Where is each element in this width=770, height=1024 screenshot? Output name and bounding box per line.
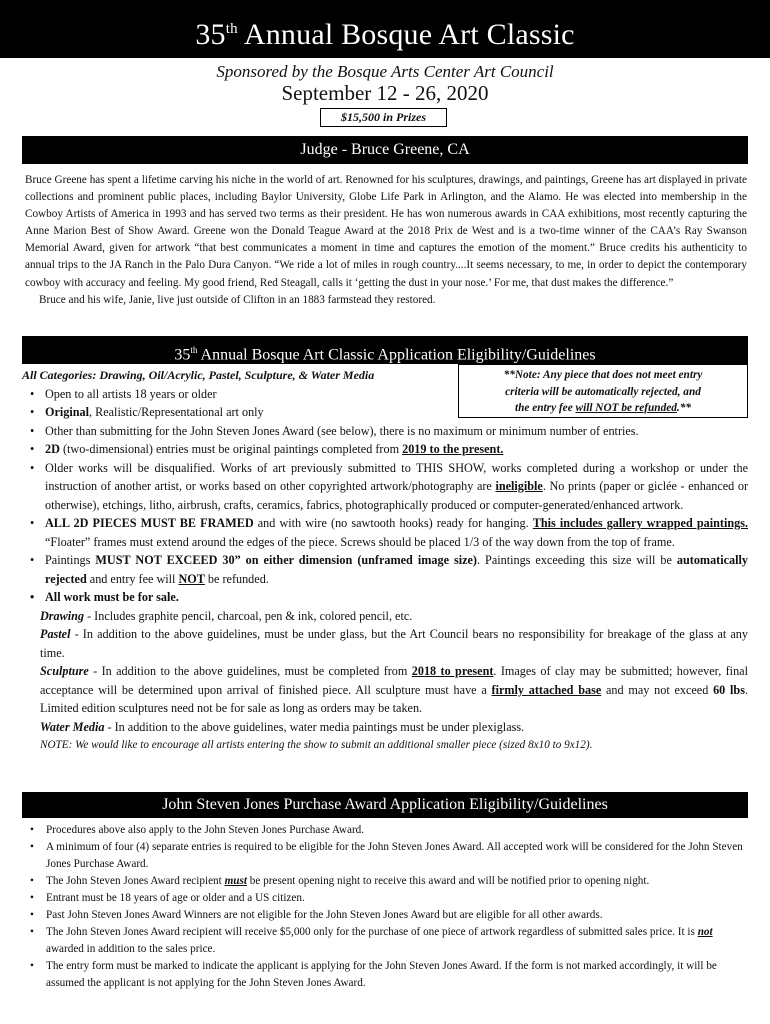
- b7-c: and entry fee will: [86, 571, 179, 586]
- b6-underline: This includes gallery wrapped paintings.: [532, 516, 748, 530]
- sculpture-bold: 60 lbs: [713, 682, 745, 697]
- b7-bold-2: automatically rejected: [45, 553, 748, 586]
- b6-rest: “Floater” frames must extend around the edges of the piece. Screws should be placed 1/3 of the way down from the top of frame.: [45, 534, 675, 549]
- list-item: • Entrant must be 18 years of age or older and a US citizen.: [22, 890, 748, 907]
- b2-rest: , Realistic/Representational art only: [89, 405, 264, 419]
- drawing-text: - Includes graphite pencil, charcoal, pen & ink, colored pencil, etc.: [84, 608, 413, 623]
- water-media-label: Water Media: [40, 719, 105, 734]
- j3-a: The John Steven Jones Award recipient: [46, 875, 225, 887]
- sculpture-a: - In addition to the above guidelines, must be completed from: [88, 664, 412, 678]
- list-item: [22, 403, 459, 422]
- list-item: [22, 514, 748, 551]
- b7-b: . Paintings exceeding this size will be: [477, 553, 677, 567]
- title-text: Annual Bosque Art Classic: [237, 18, 575, 51]
- list-item: [22, 440, 748, 459]
- list-item: • Open to all artists 18 years or older: [22, 385, 459, 404]
- b7-d: be refunded.: [204, 571, 269, 586]
- jsj-guidelines: [22, 822, 748, 992]
- list-item: [22, 873, 748, 890]
- list-item: • The entry form must be marked to indicate the applicant is applying for the John Steven Jones Award. If the form is not marked accordingly, it will be assumed the applicant is not applying for the John Steven Jones Award.: [22, 958, 748, 992]
- list-item: [22, 924, 748, 958]
- sculpture-d: . Limited edition sculptures need not be for sale as long as orders may be taken.: [40, 682, 748, 715]
- list-item: • Other than submitting for the John Steven Jones Award (see below), there is no maximum or minimum number of entries.: [22, 422, 748, 441]
- title-ordinal: 35: [195, 18, 226, 51]
- judge-bio: [25, 172, 747, 309]
- b7-underline: NOT: [178, 571, 205, 586]
- judge-bio-paragraph-2: Bruce and his wife, Janie, live just outside of Clifton in an 1883 farmstead they restored.: [39, 293, 436, 306]
- list-item: • All work must be for sale.: [22, 588, 748, 607]
- b5-underline: ineligible: [495, 479, 543, 493]
- list-item: • A minimum of four (4) separate entries is required to be eligible for the John Steven Jones Award. All accepted work will be considered for the John Steven Jones Purchase Award.: [22, 839, 748, 873]
- event-dates: September 12 - 26, 2020: [281, 81, 489, 105]
- title-superscript: th: [225, 21, 238, 37]
- b4-underline: 2019 to the present.: [402, 442, 504, 456]
- list-item: • Procedures above also apply to the John Steven Jones Purchase Award.: [22, 822, 748, 839]
- b2-bold: Original: [45, 405, 90, 419]
- b4-bold: 2D: [45, 442, 60, 456]
- b6-mid: and with wire (no sawtooth hooks) ready for hanging.: [253, 516, 533, 530]
- b6-bold: ALL 2D PIECES MUST BE FRAMED: [45, 516, 254, 530]
- pastel-text: - In addition to the above guidelines, must be under glass, but the Art Council bears no responsibility for breakage of the glass at any time.: [40, 627, 748, 660]
- eligibility-heading: [22, 336, 748, 364]
- note-line-2: criteria will be automatically rejected, and: [505, 385, 701, 398]
- eligibility-list: [22, 385, 748, 607]
- b7-a: Paintings: [45, 553, 96, 567]
- sponsor-line: Sponsored by the Bosque Arts Center Art Council: [216, 62, 554, 81]
- eligibility-guidelines: [22, 366, 748, 755]
- drawing-guideline: [22, 607, 748, 626]
- b5-b: . No prints (paper or giclée - enhanced or otherwise), etchings, litho, airbrush, crafts, ceramics, fabrics, photographically produced or computer-generated/enhanced artwork.: [45, 479, 748, 512]
- title-band: [0, 0, 770, 58]
- j3-b: be present opening night to receive this award and will be notified prior to opening night.: [246, 875, 650, 887]
- eligibility-heading-text: Annual Bosque Art Classic Application Eligibility/Guidelines: [197, 346, 596, 364]
- j6-a: The John Steven Jones Award recipient will receive $5,000 only for the purchase of one piece of artwork regardless of submitted sales price. It is: [46, 926, 698, 938]
- drawing-label: Drawing: [40, 608, 85, 623]
- sculpture-label: Sculpture: [40, 664, 89, 678]
- j3-underline: must: [224, 875, 247, 887]
- sculpture-guideline: [22, 662, 748, 718]
- b5-a: Older works will be disqualified. Works of art previously submitted to THIS SHOW, works completed during a workshop or under the instruction of another artist, or works based on other copyrighted artwork/photography are: [45, 460, 748, 493]
- list-item: [22, 551, 748, 588]
- note-line-3b: will NOT be refunded: [575, 402, 677, 414]
- categories-heading: All Categories: Drawing, Oil/Acrylic, Pastel, Sculpture, & Water Media: [22, 368, 375, 382]
- note-line-3a: the entry fee: [514, 402, 576, 414]
- water-media-guideline: [22, 718, 748, 737]
- b7-bold: MUST NOT EXCEED 30” on either dimension (unframed image size): [95, 553, 477, 567]
- eligibility-heading-ordinal: 35: [174, 346, 191, 364]
- prizes-box: $15,500 in Prizes: [320, 108, 447, 127]
- list-item: [22, 459, 748, 515]
- sculpture-c: and may not exceed: [601, 682, 714, 697]
- sculpture-b: . Images of clay may be submitted; however, final acceptance will be determined upon arrival of finished piece. All sculpture must have a: [40, 664, 748, 697]
- jsj-list: [22, 822, 748, 992]
- sculpture-underline: 2018 to present: [411, 664, 494, 678]
- sculpture-underline-2: firmly attached base: [491, 682, 602, 697]
- eligibility-heading-superscript: th: [190, 345, 198, 355]
- j6-underline: not: [697, 926, 713, 938]
- j6-b: awarded in addition to the sales price.: [46, 943, 216, 955]
- smaller-piece-note: NOTE: We would like to encourage all artists entering the show to submit an additional smaller piece (sized 8x10 to 9x12).: [40, 739, 593, 751]
- list-item: • Past John Steven Jones Award Winners are not eligible for the John Steven Jones Award but are eligible for all other awards.: [22, 907, 748, 924]
- note-line-3c: .**: [676, 402, 692, 414]
- judge-heading: Judge - Bruce Greene, CA: [22, 136, 748, 164]
- pastel-guideline: [22, 625, 748, 662]
- jsj-heading: John Steven Jones Purchase Award Application Eligibility/Guidelines: [22, 792, 748, 818]
- pastel-label: Pastel: [40, 627, 71, 641]
- judge-bio-paragraph: Bruce Greene has spent a lifetime carving his niche in the world of art. Renowned for his sculptures, drawings, and paintings, Greene has art displayed in private collections and prominent public places, including Baylor University, Globe Life Park in Arlington, and the Alamo. He was elected into membership in the Cowboy Artists of America in 1993 and has served two terms as their president. He has won numerous awards in CAA exhibitions, most recently capturing the Anne Marion Best of Show Award. Greene won the Donald Teague Award at the 2018 Prix de West and is a two-time winner of the CAA’s Ray Swanson Memorial Award, given for artwork “that best communicates a moment in time and captures the emotion of the moment.” Bruce credits his authenticity to annual trips to the JA Ranch in the Palo Dura Canyon. “We ride a lot of miles in rough country....It seems necessary, to me, in order to depict the contemporary cowboy with accuracy and feeling. My good friend, Red Steagall, calls it ‘getting the dust in your nose.’ For me, that dust makes the difference.”: [25, 174, 747, 289]
- page-title: [0, 0, 770, 64]
- water-media-text: - In addition to the above guidelines, water media paintings must be under plexiglass.: [104, 719, 525, 734]
- b4-mid: (two-dimensional) entries must be original paintings completed from: [59, 442, 403, 456]
- note-line-1: **Note: Any piece that does not meet entry: [503, 369, 703, 381]
